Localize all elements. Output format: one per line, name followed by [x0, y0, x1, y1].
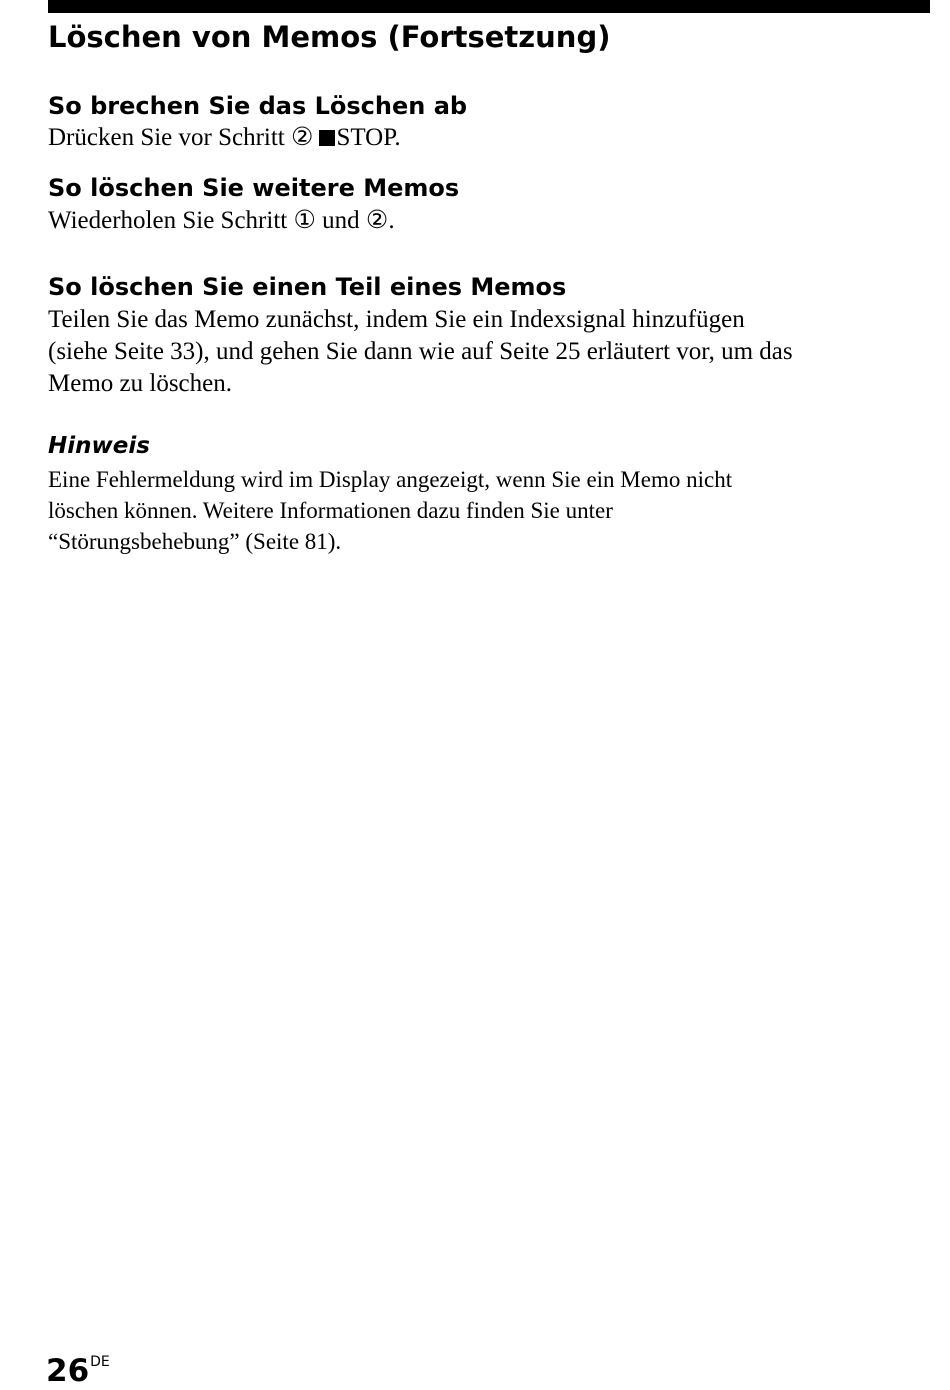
section-text-delete-more: [48, 205, 928, 237]
note-heading: Hinweis: [48, 433, 150, 459]
page-number: [46, 1343, 110, 1390]
text-segment: Wiederholen Sie Schritt: [48, 207, 294, 234]
text-segment: Drücken Sie vor Schritt: [48, 124, 292, 151]
page-language-suffix: DE: [90, 1354, 110, 1370]
text-line: Teilen Sie das Memo zunächst, indem Sie ein Indexsignal hinzufügen: [48, 306, 745, 333]
note-text: [48, 464, 908, 557]
section-heading-cancel-delete: So brechen Sie das Löschen ab: [48, 92, 468, 120]
note-line: Eine Fehlermeldung wird im Display angezeigt, wenn Sie ein Memo nicht: [48, 467, 733, 492]
section-text-cancel-delete: [48, 122, 928, 154]
text-segment: .: [388, 207, 395, 234]
step-2-symbol: ②: [291, 124, 314, 151]
step-1-symbol: ①: [293, 207, 316, 234]
top-rule: [48, 0, 930, 13]
page-number-value: 26: [46, 1353, 90, 1389]
note-line: “Störungsbehebung” (Seite 81).: [48, 529, 342, 554]
step-2-symbol: ②: [365, 207, 389, 234]
section-heading-delete-part: So löschen Sie einen Teil eines Memos: [48, 273, 567, 301]
stop-square-icon: [319, 130, 335, 146]
section-heading-delete-more: So löschen Sie weitere Memos: [48, 174, 460, 202]
text-line: Memo zu löschen.: [48, 370, 232, 397]
text-line: (siehe Seite 33), und gehen Sie dann wie auf Seite 25 erläutert vor, um das: [48, 338, 793, 365]
note-line: löschen können. Weitere Informationen dazu finden Sie unter: [48, 498, 613, 523]
section-text-delete-part: [48, 304, 928, 400]
page-title: Löschen von Memos (Fortsetzung): [48, 20, 611, 54]
text-segment: und: [315, 207, 366, 234]
text-segment: STOP.: [336, 124, 401, 151]
